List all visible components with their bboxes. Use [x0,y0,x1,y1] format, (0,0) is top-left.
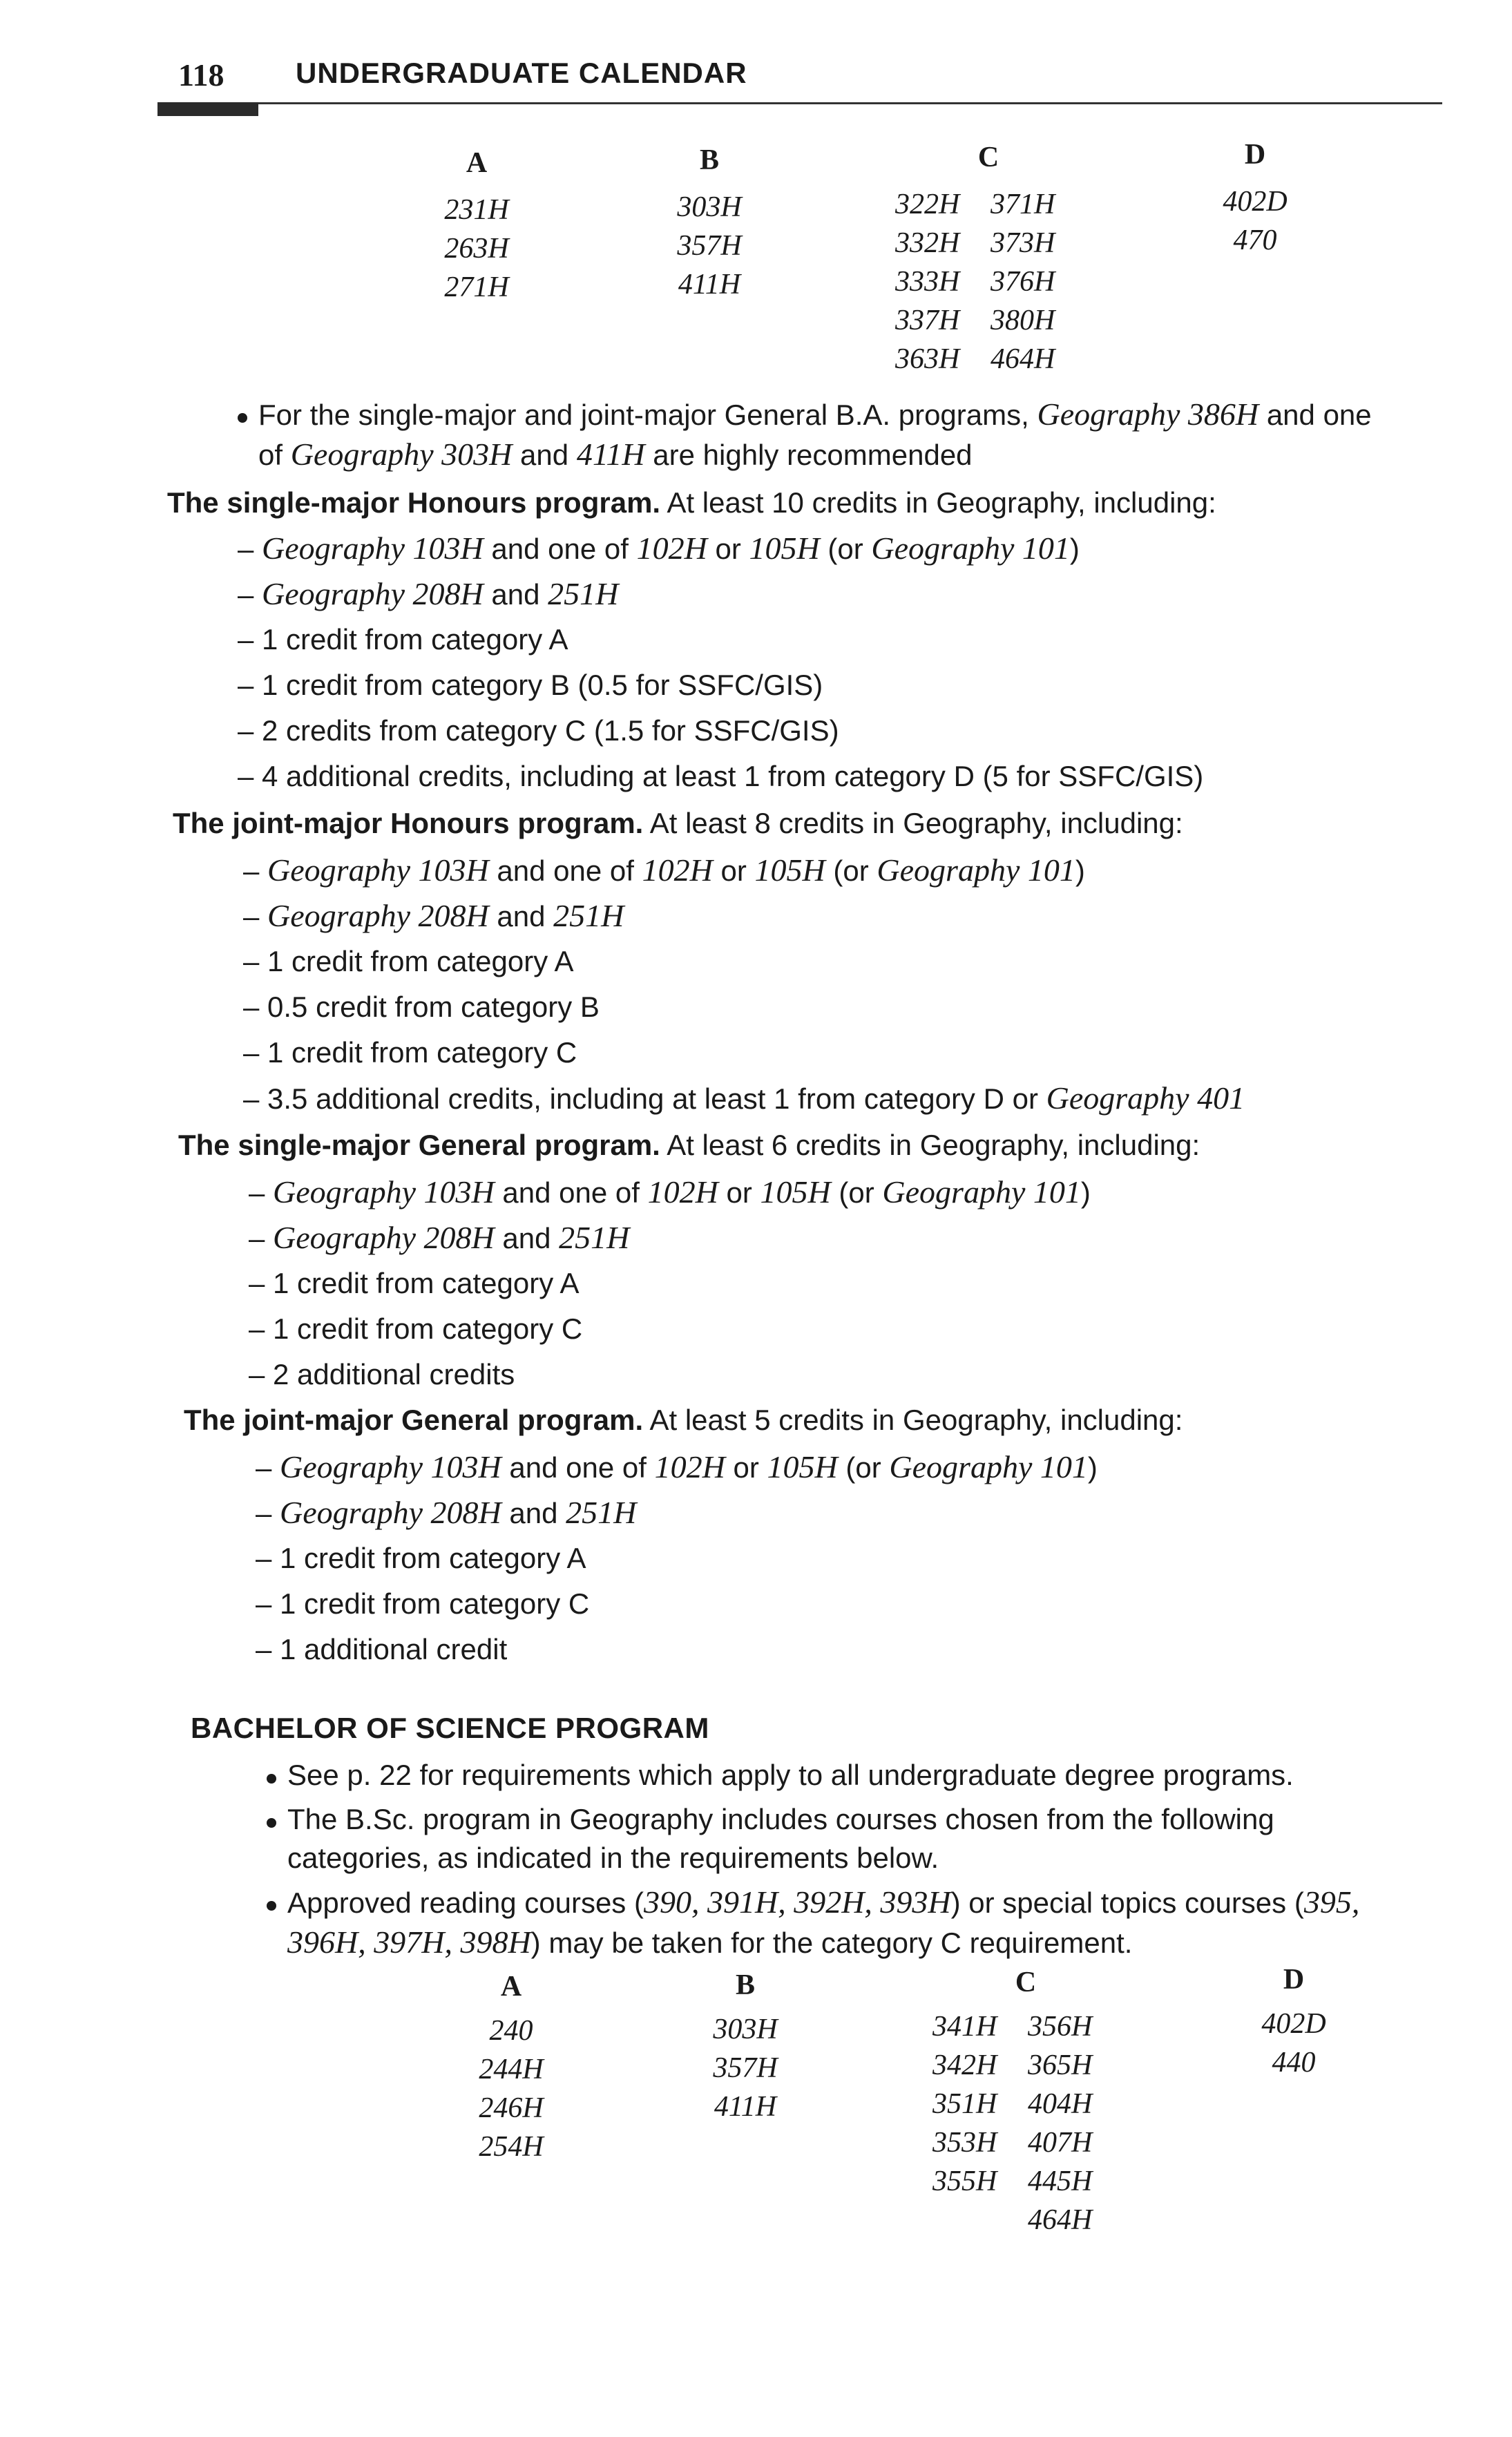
joint-general-heading: The joint-major General program. At least 5 credits in Geography, including: [184,1404,1183,1436]
requirement-item: – Geography 208H and 251H [243,898,624,933]
requirement-item: – 3.5 additional credits, including at least 1 from category D or Geography 401 [243,1080,1245,1116]
single-general-heading: The single-major General program. At least 6 credits in Geography, including: [178,1129,1200,1161]
bsc-category-d [1256,1963,1332,2082]
bsc-bullet-3-line-1: Approved reading courses (390, 391H, 392H, 393H) or special topics courses (395, [287,1884,1360,1920]
category-header: D [1244,139,1266,171]
requirement-item: – Geography 103H and one of 102H or 105H (or Geography 101) [238,531,1080,566]
category-header: C [977,142,999,173]
ba-category-b [671,144,747,304]
course-pair: 332H 373H [895,227,1055,259]
course-pair: 342H 365H [932,2049,1093,2081]
course-pair: 337H 380H [895,305,1055,336]
course-code: 263H [444,233,509,265]
ba-category-a [442,146,511,307]
bullet-icon [238,413,247,423]
bullet-icon [267,1901,276,1911]
category-header: A [466,147,488,179]
course-pair: 363H 464H [895,343,1055,375]
requirement-item: – 1 credit from category B (0.5 for SSFC/GIS) [238,669,823,701]
bsc-bullet-1: See p. 22 for requirements which apply to all undergraduate degree programs. [287,1759,1294,1791]
requirement-item: – 1 credit from category A [243,945,574,977]
requirement-item: – Geography 103H and one of 102H or 105H (or Geography 101) [249,1174,1091,1210]
joint-honours-heading: The joint-major Honours program. At least 8 credits in Geography, including: [173,807,1183,839]
course-code: 411H [714,2091,777,2123]
course-code: 411H [678,269,741,300]
requirement-item: – 1 credit from category A [238,623,568,656]
category-header: B [735,1969,755,2001]
course-code: 231H [444,194,509,226]
header-rule-accent [157,102,258,116]
requirement-item: – 1 credit from category A [256,1542,586,1574]
requirement-item: – Geography 208H and 251H [256,1495,637,1530]
course-pair: 351H 404H [932,2088,1093,2120]
requirement-item: – 1 credit from category C [243,1036,577,1069]
header-rule [157,102,1442,104]
course-code: 240 [489,2015,533,2047]
requirement-item: – 2 additional credits [249,1358,515,1390]
course-code: 271H [444,271,509,303]
course-pair: 353H 407H [932,2127,1093,2159]
course-pair: 464H [1028,2204,1093,2236]
running-title: UNDERGRADUATE CALENDAR [296,57,747,89]
category-header: A [500,1971,522,2003]
course-code: 357H [713,2052,778,2084]
course-code: 402D [1261,2008,1326,2040]
requirement-item: – Geography 208H and 251H [238,576,619,611]
course-code: 303H [713,2014,778,2045]
bsc-category-c [932,1966,1119,2239]
bsc-category-a [477,1970,546,2166]
page-number: 118 [178,57,224,93]
category-header: D [1283,1964,1305,1996]
category-header: B [699,144,719,176]
course-code: 357H [677,230,742,262]
bullet-icon [267,1818,276,1828]
requirement-item: – 1 credit from category A [249,1267,580,1299]
ba-note-line-2: of Geography 303H and 411H are highly recommended [258,437,973,472]
course-code: 244H [479,2054,544,2085]
single-honours-heading: The single-major Honours program. At least 10 credits in Geography, including: [167,486,1216,519]
course-code: 254H [479,2131,544,2163]
requirement-item: – Geography 103H and one of 102H or 105H (or Geography 101) [243,852,1085,888]
course-code: 440 [1272,2047,1316,2078]
course-code: 470 [1233,224,1277,256]
course-pair: 322H 371H [895,189,1055,220]
requirement-item: – 1 credit from category C [249,1312,583,1345]
ba-category-c [895,141,1082,379]
course-pair: 355H 445H [932,2166,1093,2197]
requirement-item: – 4 additional credits, including at least 1 from category D (5 for SSFC/GIS) [238,760,1204,792]
requirement-item: – 1 credit from category C [256,1587,590,1620]
category-header: C [1015,1967,1037,1998]
course-pair: 333H 376H [895,266,1055,298]
course-code: 402D [1223,186,1288,218]
ba-note-line-1: For the single-major and joint-major General B.A. programs, Geography 386H and one [258,396,1372,432]
requirement-item: – Geography 103H and one of 102H or 105H (or Geography 101) [256,1449,1098,1484]
bsc-bullet-2-line-2: categories, as indicated in the requirements below. [287,1842,939,1874]
course-pair: 341H 356H [932,2011,1093,2043]
course-code: 246H [479,2092,544,2124]
requirement-item: – 1 additional credit [256,1633,508,1665]
requirement-item: – Geography 208H and 251H [249,1220,630,1255]
bsc-bullet-3-line-2: 396H, 397H, 398H) may be taken for the category C requirement. [287,1924,1133,1960]
course-code: 303H [677,191,742,223]
ba-category-d [1217,138,1293,260]
requirement-item: – 0.5 credit from category B [243,991,600,1023]
bsc-bullet-2-line-1: The B.Sc. program in Geography includes courses chosen from the following [287,1803,1274,1835]
bsc-heading: BACHELOR OF SCIENCE PROGRAM [191,1712,709,1744]
bullet-icon [267,1774,276,1784]
requirement-item: – 2 credits from category C (1.5 for SSFC/GIS) [238,714,839,747]
bsc-category-b [707,1969,783,2126]
